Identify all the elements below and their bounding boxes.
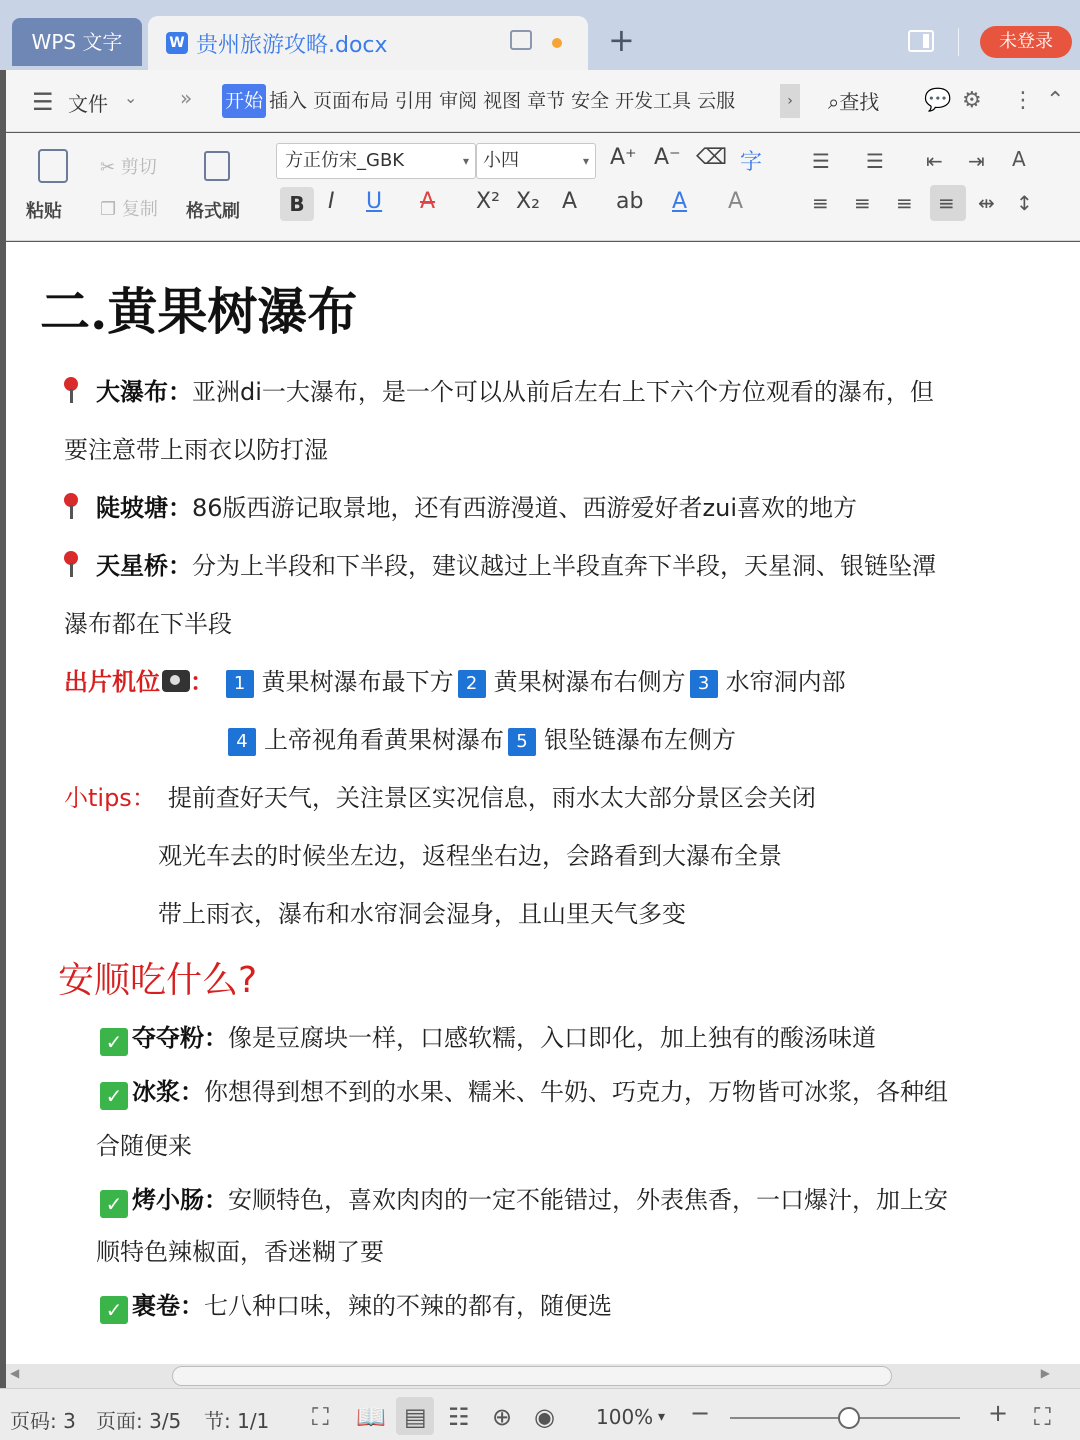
food-heading: 安顺吃什么? [58, 960, 258, 1001]
new-tab-button[interactable]: + [608, 21, 635, 59]
scroll-left-icon[interactable]: ◀ [10, 1366, 20, 1380]
spot-text: 亚洲di一大瀑布，是一个可以从前后左右上下六个方位观看的瀑布，但 [192, 378, 934, 406]
numbered-list-icon[interactable]: ☰ [866, 149, 884, 173]
tab-home[interactable]: 开始 [222, 84, 266, 118]
ribbon-tabs [222, 84, 786, 118]
tab-developer[interactable]: 开发工具 [615, 90, 692, 112]
strikethrough-button[interactable]: A [420, 189, 436, 214]
pushpin-icon [64, 377, 78, 403]
title-bar [0, 0, 1080, 70]
tab-page-layout[interactable]: 页面布局 [313, 90, 390, 112]
tab-review[interactable]: 审阅 [439, 90, 478, 112]
monitor-icon[interactable] [510, 30, 532, 50]
search-icon: ⌕ [828, 90, 840, 114]
font-size-select[interactable] [476, 143, 596, 179]
bullet-list-icon[interactable]: ☰ [812, 149, 830, 173]
zoom-dropdown-icon[interactable]: ▾ [658, 1409, 666, 1425]
number-badge: 2 [458, 670, 486, 698]
pushpin-icon [64, 551, 78, 577]
clipboard-icon[interactable] [38, 149, 68, 183]
dropdown-arrow-icon: ▾ [582, 154, 589, 168]
page-count[interactable]: 页面: 3/5 [96, 1409, 182, 1433]
tab-chapter[interactable]: 章节 [527, 90, 566, 112]
scrollbar-thumb[interactable] [172, 1366, 892, 1386]
food-name: 裹卷 [132, 1292, 180, 1320]
tabs-scroll-right-button[interactable]: › [780, 84, 800, 118]
spot-line-cont: 要注意带上雨衣以防打湿 [64, 436, 328, 464]
page-view-icon[interactable]: ▤ [404, 1403, 427, 1431]
spot-line: 天星桥：分为上半段和下半段，建议越过上半段直奔下半段，天星洞、银链坠潭 [64, 546, 936, 581]
scroll-right-icon[interactable]: ▶ [1040, 1366, 1050, 1380]
eye-protection-icon[interactable]: ◉ [534, 1403, 555, 1431]
food-name: 烤小肠 [132, 1186, 204, 1214]
format-painter-icon[interactable] [204, 151, 230, 181]
document-page[interactable] [6, 242, 1080, 1364]
tab-security[interactable]: 安全 [571, 90, 610, 112]
spot-text: 分为上半段和下半段，建议越过上半段直奔下半段，天星洞、银链坠潭 [192, 552, 936, 580]
copy-label: 复制 [121, 199, 158, 220]
chevron-down-icon[interactable]: ⌄ [124, 88, 138, 107]
tab-cloud[interactable]: 云服 [697, 90, 736, 112]
spot-name: 大瀑布 [96, 378, 168, 406]
font-color-button[interactable]: A [672, 189, 688, 214]
format-painter-button[interactable]: 格式刷 [186, 201, 240, 222]
outline-view-icon[interactable]: ☷ [448, 1403, 470, 1431]
horizontal-scrollbar[interactable] [6, 1364, 1080, 1388]
document-tab[interactable] [148, 16, 588, 70]
login-button[interactable]: 未登录 [980, 26, 1072, 58]
underline-button[interactable]: U [366, 189, 383, 214]
more-vertical-icon[interactable]: ⋮ [1012, 88, 1034, 113]
phonetic-icon[interactable]: 字 [740, 150, 763, 175]
food-line: ✓ 冰浆：你想得到想不到的水果、糯米、牛奶、巧克力，万物皆可冰浆，各种组 [100, 1072, 948, 1110]
section-count: 节: 1/1 [204, 1409, 270, 1433]
food-line: ✓ 夺夺粉：像是豆腐块一样，口感软糯，入口即化，加上独有的酸汤味道 [100, 1018, 876, 1056]
text-effect-button[interactable]: A [562, 189, 578, 214]
spot-line-cont: 瀑布都在下半段 [64, 610, 232, 638]
check-mark-icon: ✓ [100, 1190, 128, 1218]
more-menu-button[interactable]: » [180, 86, 193, 110]
text-direction-icon[interactable]: A [1012, 147, 1026, 171]
number-badge: 3 [690, 670, 718, 698]
zoom-slider-handle[interactable] [838, 1407, 860, 1429]
zoom-in-icon[interactable]: + [988, 1399, 1009, 1427]
scissors-icon: ✂ [100, 157, 121, 178]
find-button[interactable] [828, 86, 879, 115]
spot-name: 天星桥 [96, 552, 168, 580]
divider [958, 28, 959, 56]
check-mark-icon: ✓ [100, 1296, 128, 1324]
bold-button[interactable]: B [280, 187, 314, 221]
font-size-value: 小四 [483, 150, 519, 171]
tab-view[interactable]: 视图 [483, 90, 522, 112]
shrink-font-icon[interactable]: A⁻ [654, 145, 681, 170]
distribute-icon[interactable]: ⇹ [978, 191, 995, 215]
font-name-select[interactable] [276, 143, 476, 179]
ribbon-toolbar [6, 133, 1080, 241]
copy-icon: ❐ [100, 199, 122, 220]
superscript-button[interactable]: X² [476, 189, 500, 214]
find-label: 查找 [839, 90, 880, 114]
tab-references[interactable]: 引用 [395, 90, 434, 112]
spot-name: 陡坡塘 [96, 494, 168, 522]
food-text: 七八种口味，辣的不辣的都有，随便选 [204, 1292, 612, 1320]
food-line: ✓ 裹卷：七八种口味，辣的不辣的都有，随便选 [100, 1286, 612, 1324]
paste-button[interactable]: 粘贴 [26, 201, 62, 222]
food-name: 夺夺粉 [132, 1024, 204, 1052]
spot-line: 陡坡塘：86版西游记取景地，还有西游漫道、西游爱好者zui喜欢的地方 [64, 488, 857, 523]
web-view-icon[interactable]: ⊕ [492, 1403, 513, 1431]
tip-text: 带上雨衣，瀑布和水帘洞会湿身，且山里天气多变 [158, 900, 686, 928]
photo-label: 出片机位 [64, 668, 160, 696]
photo-spot-text: 上帝视角看黄果树瀑布 [264, 726, 504, 754]
align-justify-icon[interactable]: ≡ [938, 191, 955, 215]
comment-icon[interactable]: 💬 [924, 88, 952, 113]
font-name-value: 方正仿宋_GBK [285, 150, 405, 171]
fullscreen-icon[interactable]: ⛶ [312, 1403, 329, 1431]
fit-window-icon[interactable]: ⛶ [1034, 1403, 1051, 1431]
number-badge: 5 [508, 728, 536, 756]
app-tab[interactable]: WPS 文字 [12, 18, 142, 66]
zoom-out-icon[interactable]: − [690, 1399, 711, 1427]
unsaved-dot-icon [552, 38, 562, 48]
food-text: 像是豆腐块一样，口感软糯，入口即化，加上独有的酸汤味道 [228, 1024, 876, 1052]
camera-icon [162, 670, 190, 692]
dropdown-arrow-icon: ▾ [462, 154, 469, 168]
check-mark-icon: ✓ [100, 1082, 128, 1110]
cut-button[interactable] [100, 153, 157, 179]
spot-line: 大瀑布：亚洲di一大瀑布，是一个可以从前后左右上下六个方位观看的瀑布，但 [64, 372, 934, 407]
status-bar [0, 1388, 1080, 1440]
food-line-cont: 顺特色辣椒面，香迷糊了要 [96, 1238, 384, 1266]
number-badge: 1 [226, 670, 254, 698]
food-line: ✓ 烤小肠：安顺特色，喜欢肉肉的一定不能错过，外表焦香，一口爆汁，加上安 [100, 1180, 948, 1218]
char-shading-button[interactable]: A [728, 189, 744, 214]
cut-label: 剪切 [120, 157, 157, 178]
align-center-icon[interactable]: ≡ [854, 191, 871, 215]
gear-icon[interactable]: ⚙ [962, 88, 982, 113]
photo-spot-text: 黄果树瀑布最下方 [261, 668, 454, 696]
align-right-icon[interactable]: ≡ [896, 191, 913, 215]
menu-bar [6, 70, 1080, 132]
food-line-cont: 合随便来 [96, 1132, 192, 1160]
subscript-button[interactable]: X₂ [516, 189, 540, 214]
photo-spots-line [224, 720, 736, 756]
photo-spots-line: 出片机位 ： 1 黄果树瀑布最下方 2 黄果树瀑布右侧方 3 水帘洞内部 [64, 668, 846, 696]
file-menu[interactable]: 文件 [68, 92, 108, 116]
food-text: 安顺特色，喜欢肉肉的一定不能错过，外表焦香，一口爆汁，加上安 [228, 1186, 948, 1214]
line-spacing-icon[interactable]: ↕ [1016, 191, 1033, 215]
photo-spot-text: 水帘洞内部 [725, 668, 846, 696]
grow-font-icon[interactable]: A⁺ [610, 145, 637, 170]
word-doc-icon: W [166, 32, 188, 54]
tip-text: 提前查好天气，关注景区实况信息，雨水太大部分景区会关闭 [167, 784, 816, 812]
clear-format-icon[interactable]: ⌫ [696, 145, 728, 170]
food-text: 你想得到想不到的水果、糯米、牛奶、巧克力，万物皆可冰浆，各种组 [204, 1078, 948, 1106]
collapse-ribbon-icon[interactable]: ⌃ [1046, 88, 1065, 113]
photo-spot-text: 黄果树瀑布右侧方 [493, 668, 686, 696]
tips-label: 小tips [64, 784, 132, 812]
spot-text: 86版西游记取景地，还有西游漫道、西游爱好者zui喜欢的地方 [192, 494, 858, 522]
section-heading: 二.黄果树瀑布 [40, 282, 358, 341]
copy-button[interactable] [100, 195, 158, 221]
decrease-indent-icon[interactable]: ⇤ [926, 149, 943, 173]
page-code: 页码: 3 [10, 1409, 76, 1433]
document-tab-title: 贵州旅游攻略.docx [196, 33, 388, 58]
zoom-level[interactable]: 100% [596, 1405, 654, 1429]
tab-insert[interactable]: 插入 [269, 90, 308, 112]
food-name: 冰浆 [132, 1078, 180, 1106]
tip-text: 观光车去的时候坐左边，返程坐右边，会路看到大瀑布全景 [158, 842, 782, 870]
read-mode-icon[interactable]: 📖 [356, 1403, 386, 1431]
highlight-button[interactable]: ab [616, 189, 644, 214]
italic-button[interactable]: I [328, 189, 335, 214]
check-mark-icon: ✓ [100, 1028, 128, 1056]
window-layout-icon[interactable] [908, 30, 934, 52]
photo-spot-text: 银坠链瀑布左侧方 [544, 726, 736, 754]
hamburger-icon[interactable]: ☰ [32, 88, 54, 116]
align-left-icon[interactable]: ≡ [812, 191, 829, 215]
number-badge: 4 [228, 728, 256, 756]
tips-line: 小tips： 提前查好天气，关注景区实况信息，雨水太大部分景区会关闭 [64, 784, 816, 812]
pushpin-icon [64, 493, 78, 519]
increase-indent-icon[interactable]: ⇥ [968, 149, 985, 173]
